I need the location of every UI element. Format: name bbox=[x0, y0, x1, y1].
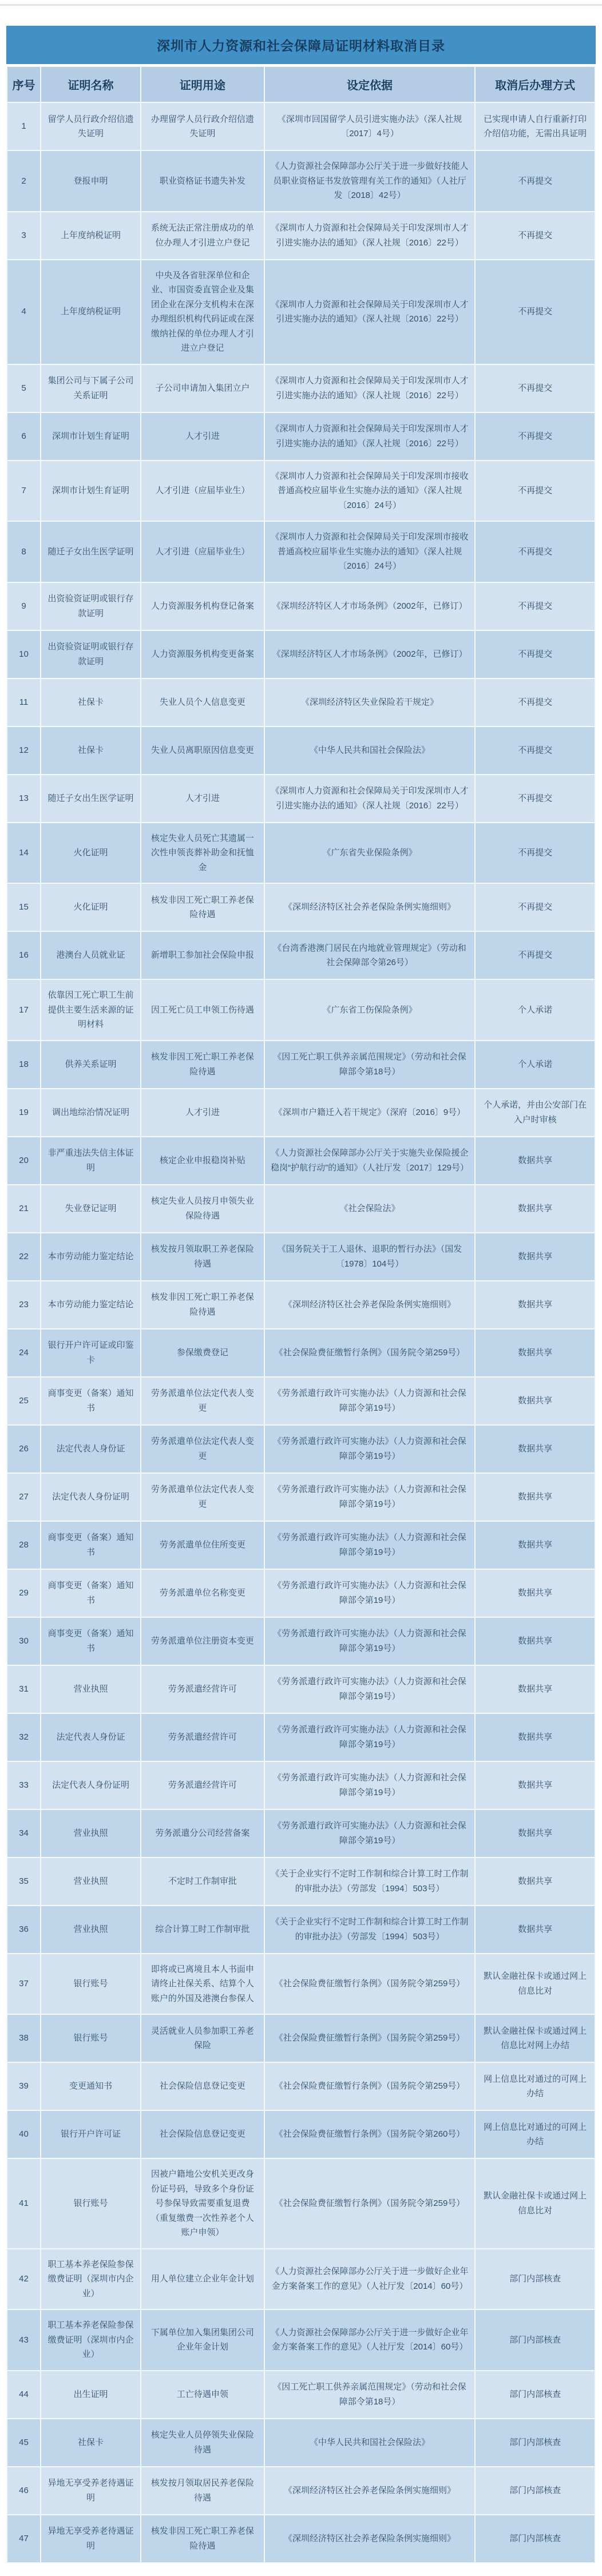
cert-purpose: 劳务派遣单位住所变更 bbox=[141, 1522, 264, 1569]
table-row bbox=[7, 1570, 595, 1617]
row-number: 36 bbox=[7, 1906, 40, 1953]
post-cancel-method: 默认金融社保卡或通过网上信息比对 bbox=[476, 1954, 595, 2014]
row-number: 2 bbox=[7, 151, 40, 211]
post-cancel-method: 数据共享 bbox=[476, 1858, 595, 1905]
cert-purpose: 人才引进（应届毕业生） bbox=[141, 461, 264, 521]
cert-name: 银行开户许可证或印鉴卡 bbox=[41, 1329, 140, 1376]
row-number: 15 bbox=[7, 884, 40, 931]
row-number: 29 bbox=[7, 1570, 40, 1617]
row-number: 8 bbox=[7, 522, 40, 582]
legal-basis: 《关于企业实行不定时工作制和综合计算工时工作制的审批办法》（劳部发〔1994〕503号） bbox=[265, 1906, 474, 1953]
table-row bbox=[7, 2467, 595, 2514]
cert-purpose: 用人单位建立企业年金计划 bbox=[141, 2249, 264, 2309]
cert-name: 留学人员行政介绍信遗失证明 bbox=[41, 103, 140, 150]
page-title: 深圳市人力资源和社会保障局证明材料取消目录 bbox=[6, 26, 596, 64]
post-cancel-method: 数据共享 bbox=[476, 1618, 595, 1665]
table-row bbox=[7, 2249, 595, 2309]
table-row bbox=[7, 2063, 595, 2110]
cert-purpose: 劳务派遣分公司经营备案 bbox=[141, 1810, 264, 1857]
cert-name: 随迁子女出生医学证明 bbox=[41, 775, 140, 822]
legal-basis: 《深圳经济特区社会养老保险条例实施细则》 bbox=[265, 1281, 474, 1328]
table-row bbox=[7, 151, 595, 211]
legal-basis: 《社会保险费征缴暂行条例》（国务院令第259号） bbox=[265, 2015, 474, 2062]
header-cert-purpose: 证明用途 bbox=[141, 67, 264, 102]
row-number: 34 bbox=[7, 1810, 40, 1857]
legal-basis: 《深圳经济特区失业保险若干规定》 bbox=[265, 679, 474, 726]
table-row bbox=[7, 2310, 595, 2370]
post-cancel-method: 数据共享 bbox=[476, 1474, 595, 1521]
cert-name: 营业执照 bbox=[41, 1858, 140, 1905]
cert-purpose: 劳务派遣单位法定代表人变更 bbox=[141, 1426, 264, 1472]
legal-basis: 《劳务派遣行政许可实施办法》（人力资源和社会保障部令第19号） bbox=[265, 1426, 474, 1472]
legal-basis: 《深圳市人力资源和社会保障局关于印发深圳市人才引进实施办法的通知》（深人社规〔2016〕22号） bbox=[265, 365, 474, 412]
legal-basis: 《深圳市户籍迁入若干规定》（深府〔2016〕9号） bbox=[265, 1089, 474, 1136]
cert-name: 上年度纳税证明 bbox=[41, 212, 140, 259]
row-number: 46 bbox=[7, 2467, 40, 2514]
table-row bbox=[7, 365, 595, 412]
legal-basis: 《人力资源社会保障部办公厅关于进一步做好企业年金方案备案工作的意见》（人社厅发〔2014〕60号） bbox=[265, 2310, 474, 2370]
cert-name: 银行开户许可证 bbox=[41, 2111, 140, 2158]
post-cancel-method: 不再提交 bbox=[476, 775, 595, 822]
cert-name: 出生证明 bbox=[41, 2371, 140, 2418]
legal-basis: 《深圳经济特区人才市场条例》（2002年，已修订） bbox=[265, 631, 474, 678]
cert-purpose: 核发按月领取居民养老保险待遇 bbox=[141, 2467, 264, 2514]
cert-purpose: 核发非因工死亡职工养老保险待遇 bbox=[141, 884, 264, 931]
cert-name: 商事变更（备案）通知书 bbox=[41, 1378, 140, 1424]
cert-name: 失业登记证明 bbox=[41, 1185, 140, 1232]
cert-purpose: 新增职工参加社会保险申报 bbox=[141, 932, 264, 979]
legal-basis: 《深圳经济特区社会养老保险条例实施细则》 bbox=[265, 2467, 474, 2514]
row-number: 39 bbox=[7, 2063, 40, 2110]
legal-basis: 《社会保险费征缴暂行条例》（国务院令第259号） bbox=[265, 2159, 474, 2248]
cert-name: 集团公司与下属子公司关系证明 bbox=[41, 365, 140, 412]
legal-basis: 《深圳市人力资源和社会保障局关于印发深圳市人才引进实施办法的通知》（深人社规〔2016〕22号） bbox=[265, 413, 474, 460]
table-row bbox=[7, 823, 595, 883]
cert-name: 依靠因工死亡职工生前提供主要生活来源的证明材料 bbox=[41, 980, 140, 1040]
post-cancel-method: 数据共享 bbox=[476, 1714, 595, 1761]
cert-name: 银行账号 bbox=[41, 2159, 140, 2248]
table-row bbox=[7, 413, 595, 460]
row-number: 17 bbox=[7, 980, 40, 1040]
table-row bbox=[7, 1474, 595, 1521]
post-cancel-method: 不再提交 bbox=[476, 583, 595, 630]
cert-name: 商事变更（备案）通知书 bbox=[41, 1618, 140, 1665]
cert-purpose: 社会保险信息登记变更 bbox=[141, 2111, 264, 2158]
cert-purpose: 劳务派遣单位法定代表人变更 bbox=[141, 1378, 264, 1424]
table-row bbox=[7, 631, 595, 678]
post-cancel-method: 个人承诺，并由公安部门在入户时审核 bbox=[476, 1089, 595, 1136]
legal-basis: 《劳务派遣行政许可实施办法》（人力资源和社会保障部令第19号） bbox=[265, 1714, 474, 1761]
cert-name: 登报申明 bbox=[41, 151, 140, 211]
legal-basis: 《劳务派遣行政许可实施办法》（人力资源和社会保障部令第19号） bbox=[265, 1618, 474, 1665]
post-cancel-method: 默认金融社保卡或通过网上信息比对网上办结 bbox=[476, 2015, 595, 2062]
row-number: 30 bbox=[7, 1618, 40, 1665]
table-row bbox=[7, 212, 595, 259]
legal-basis: 《劳务派遣行政许可实施办法》（人力资源和社会保障部令第19号） bbox=[265, 1570, 474, 1617]
legal-basis: 《因工死亡职工供养亲属范围规定》（劳动和社会保障部令第18号） bbox=[265, 1041, 474, 1088]
legal-basis: 《台湾香港澳门居民在内地就业管理规定》（劳动和社会保障部令第26号） bbox=[265, 932, 474, 979]
post-cancel-method: 数据共享 bbox=[476, 1233, 595, 1280]
cert-name: 营业执照 bbox=[41, 1906, 140, 1953]
cert-purpose: 核定失业人员死亡其遗属一次性申领丧葬补助金和抚恤金 bbox=[141, 823, 264, 883]
row-number: 28 bbox=[7, 1522, 40, 1569]
legal-basis: 《国务院关于工人退休、退职的暂行办法》（国发〔1978〕104号） bbox=[265, 1233, 474, 1280]
cert-name: 职工基本养老保险参保缴费证明（深圳市内企业） bbox=[41, 2249, 140, 2309]
post-cancel-method: 部门内部核查 bbox=[476, 2249, 595, 2309]
cert-purpose: 下属单位加入集团集团公司企业年金计划 bbox=[141, 2310, 264, 2370]
legal-basis: 《因工死亡职工供养亲属范围规定》（劳动和社会保障部令第18号） bbox=[265, 2371, 474, 2418]
table-row bbox=[7, 1762, 595, 1809]
cert-name: 随迁子女出生医学证明 bbox=[41, 522, 140, 582]
table-row bbox=[7, 103, 595, 150]
post-cancel-method: 不再提交 bbox=[476, 932, 595, 979]
legal-basis: 《劳务派遣行政许可实施办法》（人力资源和社会保障部令第19号） bbox=[265, 1762, 474, 1809]
table-row bbox=[7, 2371, 595, 2418]
post-cancel-method: 数据共享 bbox=[476, 1426, 595, 1472]
cert-name: 上年度纳税证明 bbox=[41, 260, 140, 364]
legal-basis: 《社会保险费征缴暂行条例》（国务院令第260号） bbox=[265, 2111, 474, 2158]
row-number: 23 bbox=[7, 1281, 40, 1328]
row-number: 42 bbox=[7, 2249, 40, 2309]
cert-purpose: 核定企业申报稳岗补贴 bbox=[141, 1137, 264, 1184]
table-row bbox=[7, 522, 595, 582]
table-row bbox=[7, 2159, 595, 2248]
post-cancel-method: 不再提交 bbox=[476, 823, 595, 883]
cert-name: 变更通知书 bbox=[41, 2063, 140, 2110]
post-cancel-method: 不再提交 bbox=[476, 151, 595, 211]
cert-name: 异地无享受养老待遇证明 bbox=[41, 2467, 140, 2514]
table-row bbox=[7, 884, 595, 931]
post-cancel-method: 不再提交 bbox=[476, 884, 595, 931]
header-cert-name: 证明名称 bbox=[41, 67, 140, 102]
cert-purpose: 人才引进（应届毕业生） bbox=[141, 522, 264, 582]
table-body bbox=[7, 103, 595, 2562]
legal-basis: 《关于企业实行不定时工作制和综合计算工时工作制的审批办法》（劳部发〔1994〕503号） bbox=[265, 1858, 474, 1905]
cert-purpose: 工亡待遇申领 bbox=[141, 2371, 264, 2418]
post-cancel-method: 数据共享 bbox=[476, 1137, 595, 1184]
cert-purpose: 核发非因工死亡职工养老保险待遇 bbox=[141, 1281, 264, 1328]
post-cancel-method: 部门内部核查 bbox=[476, 2419, 595, 2466]
cert-name: 法定代表人身份证 bbox=[41, 1714, 140, 1761]
legal-basis: 《劳务派遣行政许可实施办法》（人力资源和社会保障部令第19号） bbox=[265, 1666, 474, 1713]
cert-purpose: 人才引进 bbox=[141, 413, 264, 460]
legal-basis: 《深圳经济特区人才市场条例》（2002年，已修订） bbox=[265, 583, 474, 630]
legal-basis: 《人力资源社会保障部办公厅关于实施失业保险援企稳岗“护航行动”的通知》（人社厅发〔2017〕129号） bbox=[265, 1137, 474, 1184]
post-cancel-method: 部门内部核查 bbox=[476, 2467, 595, 2514]
post-cancel-method: 不再提交 bbox=[476, 260, 595, 364]
cert-purpose: 劳务派遣单位名称变更 bbox=[141, 1570, 264, 1617]
legal-basis: 《社会保险费征缴暂行条例》（国务院令第259号） bbox=[265, 1954, 474, 2014]
table-row bbox=[7, 1954, 595, 2014]
row-number: 9 bbox=[7, 583, 40, 630]
legal-basis: 《深圳经济特区社会养老保险条例实施细则》 bbox=[265, 2515, 474, 2562]
post-cancel-method: 个人承诺 bbox=[476, 980, 595, 1040]
row-number: 10 bbox=[7, 631, 40, 678]
cert-name: 本市劳动能力鉴定结论 bbox=[41, 1281, 140, 1328]
post-cancel-method: 部门内部核查 bbox=[476, 2515, 595, 2562]
table-row bbox=[7, 2515, 595, 2562]
post-cancel-method: 不再提交 bbox=[476, 461, 595, 521]
post-cancel-method: 数据共享 bbox=[476, 1185, 595, 1232]
row-number: 6 bbox=[7, 413, 40, 460]
cert-purpose: 不定时工作制审批 bbox=[141, 1858, 264, 1905]
row-number: 44 bbox=[7, 2371, 40, 2418]
table-row bbox=[7, 2111, 595, 2158]
table-row bbox=[7, 1618, 595, 1665]
cert-purpose: 核定失业人员停领失业保险待遇 bbox=[141, 2419, 264, 2466]
row-number: 32 bbox=[7, 1714, 40, 1761]
cert-name: 异地无享受养老待遇证明 bbox=[41, 2515, 140, 2562]
cert-name: 法定代表人身份证明 bbox=[41, 1762, 140, 1809]
table-row bbox=[7, 2419, 595, 2466]
row-number: 38 bbox=[7, 2015, 40, 2062]
table-row bbox=[7, 679, 595, 726]
cert-purpose: 劳务派遣经营许可 bbox=[141, 1762, 264, 1809]
cert-name: 火化证明 bbox=[41, 823, 140, 883]
table-row bbox=[7, 1714, 595, 1761]
row-number: 7 bbox=[7, 461, 40, 521]
cert-purpose: 即将或已离境且本人书面申请终止社保关系、结算个人账户的外国及港澳台参保人 bbox=[141, 1954, 264, 2014]
post-cancel-method: 默认金融社保卡或通过网上信息比对 bbox=[476, 2159, 595, 2248]
header-legal-basis: 设定依据 bbox=[265, 67, 474, 102]
table-row bbox=[7, 461, 595, 521]
cert-purpose: 人力资源服务机构登记备案 bbox=[141, 583, 264, 630]
row-number: 1 bbox=[7, 103, 40, 150]
cert-purpose: 人才引进 bbox=[141, 1089, 264, 1136]
row-number: 4 bbox=[7, 260, 40, 364]
row-number: 31 bbox=[7, 1666, 40, 1713]
row-number: 19 bbox=[7, 1089, 40, 1136]
cert-name: 深圳市计划生育证明 bbox=[41, 461, 140, 521]
post-cancel-method: 不再提交 bbox=[476, 631, 595, 678]
cert-name: 商事变更（备案）通知书 bbox=[41, 1570, 140, 1617]
row-number: 13 bbox=[7, 775, 40, 822]
legal-basis: 《深圳市回国留学人员引进实施办法》（深人社规〔2017〕4号） bbox=[265, 103, 474, 150]
table-row bbox=[7, 775, 595, 822]
cancellation-catalog-table bbox=[6, 66, 596, 2563]
cert-name: 营业执照 bbox=[41, 1666, 140, 1713]
cert-name: 供养关系证明 bbox=[41, 1041, 140, 1088]
row-number: 22 bbox=[7, 1233, 40, 1280]
table-row bbox=[7, 1233, 595, 1280]
cert-name: 社保卡 bbox=[41, 679, 140, 726]
row-number: 24 bbox=[7, 1329, 40, 1376]
cert-name: 银行账号 bbox=[41, 1954, 140, 2014]
table-header-row bbox=[7, 67, 595, 102]
row-number: 16 bbox=[7, 932, 40, 979]
table-row bbox=[7, 1089, 595, 1136]
cert-purpose: 中央及各省驻深单位和企业、市国资委直管企业及集团企业在深分支机构未在深办理组织机构代码证或在深缴纳社保的单位办理人才引进立户登记 bbox=[141, 260, 264, 364]
cert-purpose: 职业资格证书遗失补发 bbox=[141, 151, 264, 211]
table-row bbox=[7, 1281, 595, 1328]
table-row bbox=[7, 2015, 595, 2062]
cert-purpose: 核发非因工死亡职工养老保险待遇 bbox=[141, 1041, 264, 1088]
post-cancel-method: 不再提交 bbox=[476, 365, 595, 412]
row-number: 3 bbox=[7, 212, 40, 259]
table-row bbox=[7, 260, 595, 364]
row-number: 35 bbox=[7, 1858, 40, 1905]
table-row bbox=[7, 932, 595, 979]
cert-name: 社保卡 bbox=[41, 727, 140, 774]
row-number: 40 bbox=[7, 2111, 40, 2158]
table-row bbox=[7, 583, 595, 630]
cert-purpose: 核发非因工死亡职工养老保险待遇 bbox=[141, 2515, 264, 2562]
cert-purpose: 核定失业人员按月申领失业保险待遇 bbox=[141, 1185, 264, 1232]
table-row bbox=[7, 1858, 595, 1905]
legal-basis: 《社会保险费征缴暂行条例》（国务院令第259号） bbox=[265, 1329, 474, 1376]
legal-basis: 《劳务派遣行政许可实施办法》（人力资源和社会保障部令第19号） bbox=[265, 1474, 474, 1521]
legal-basis: 《广东省失业保险条例》 bbox=[265, 823, 474, 883]
post-cancel-method: 部门内部核查 bbox=[476, 2371, 595, 2418]
post-cancel-method: 不再提交 bbox=[476, 522, 595, 582]
table-row bbox=[7, 1185, 595, 1232]
cert-purpose: 办理留学人员行政介绍信遗失证明 bbox=[141, 103, 264, 150]
cert-purpose: 综合计算工时工作制审批 bbox=[141, 1906, 264, 1953]
post-cancel-method: 不再提交 bbox=[476, 413, 595, 460]
cert-purpose: 人才引进 bbox=[141, 775, 264, 822]
cert-name: 港澳台人员就业证 bbox=[41, 932, 140, 979]
row-number: 18 bbox=[7, 1041, 40, 1088]
cert-name: 出资验资证明或银行存款证明 bbox=[41, 631, 140, 678]
cert-name: 非严重违法失信主体证明 bbox=[41, 1137, 140, 1184]
cert-purpose: 劳务派遣经营许可 bbox=[141, 1666, 264, 1713]
row-number: 33 bbox=[7, 1762, 40, 1809]
table-row bbox=[7, 1137, 595, 1184]
row-number: 47 bbox=[7, 2515, 40, 2562]
cert-name: 法定代表人身份证明 bbox=[41, 1474, 140, 1521]
post-cancel-method: 数据共享 bbox=[476, 1522, 595, 1569]
legal-basis: 《人力资源社会保障部办公厅关于进一步做好技能人员职业资格证书发放管理有关工作的通知》（人社厅发〔2018〕42号） bbox=[265, 151, 474, 211]
cert-purpose: 劳务派遣经营许可 bbox=[141, 1714, 264, 1761]
legal-basis: 《社会保险费征缴暂行条例》（国务院令第259号） bbox=[265, 2063, 474, 2110]
cert-purpose: 失业人员离职原因信息变更 bbox=[141, 727, 264, 774]
post-cancel-method: 个人承诺 bbox=[476, 1041, 595, 1088]
post-cancel-method: 不再提交 bbox=[476, 679, 595, 726]
row-number: 45 bbox=[7, 2419, 40, 2466]
row-number: 5 bbox=[7, 365, 40, 412]
cert-name: 深圳市计划生育证明 bbox=[41, 413, 140, 460]
table-row bbox=[7, 727, 595, 774]
post-cancel-method: 部门内部核查 bbox=[476, 2310, 595, 2370]
cert-purpose: 核发按月领取职工养老保险待遇 bbox=[141, 1233, 264, 1280]
table-row bbox=[7, 1810, 595, 1857]
table-row bbox=[7, 1906, 595, 1953]
table-row bbox=[7, 1378, 595, 1424]
table-row bbox=[7, 1426, 595, 1472]
row-number: 27 bbox=[7, 1474, 40, 1521]
cert-purpose: 灵活就业人员参加职工养老保险 bbox=[141, 2015, 264, 2062]
legal-basis: 《社会保险法》 bbox=[265, 1185, 474, 1232]
row-number: 21 bbox=[7, 1185, 40, 1232]
post-cancel-method: 数据共享 bbox=[476, 1378, 595, 1424]
legal-basis: 《劳务派遣行政许可实施办法》（人力资源和社会保障部令第19号） bbox=[265, 1810, 474, 1857]
header-post-cancel-method: 取消后办理方式 bbox=[476, 67, 595, 102]
legal-basis: 《人力资源社会保障部办公厅关于进一步做好企业年金方案备案工作的意见》（人社厅发〔2014〕60号） bbox=[265, 2249, 474, 2309]
row-number: 12 bbox=[7, 727, 40, 774]
row-number: 43 bbox=[7, 2310, 40, 2370]
cert-purpose: 因被户籍地公安机关更改身份证号码，导致多个身份证号参保导致需要重复退费（重复缴费一次性养老个人账户申领） bbox=[141, 2159, 264, 2248]
post-cancel-method: 不再提交 bbox=[476, 212, 595, 259]
legal-basis: 《深圳市人力资源和社会保障局关于印发深圳市人才引进实施办法的通知》（深人社规〔2016〕22号） bbox=[265, 260, 474, 364]
legal-basis: 《广东省工伤保险条例》 bbox=[265, 980, 474, 1040]
cert-purpose: 子公司申请加入集团立户 bbox=[141, 365, 264, 412]
legal-basis: 《中华人民共和国社会保险法》 bbox=[265, 2419, 474, 2466]
post-cancel-method: 数据共享 bbox=[476, 1810, 595, 1857]
post-cancel-method: 已实现申请人自行重新打印介绍信功能，无需出具证明 bbox=[476, 103, 595, 150]
post-cancel-method: 数据共享 bbox=[476, 1281, 595, 1328]
post-cancel-method: 不再提交 bbox=[476, 727, 595, 774]
cert-name: 职工基本养老保险参保缴费证明（深圳市内企业） bbox=[41, 2310, 140, 2370]
row-number: 20 bbox=[7, 1137, 40, 1184]
row-number: 14 bbox=[7, 823, 40, 883]
table-row bbox=[7, 980, 595, 1040]
cert-purpose: 因工死亡员工申领工伤待遇 bbox=[141, 980, 264, 1040]
header-index: 序号 bbox=[7, 67, 40, 102]
post-cancel-method: 网上信息比对通过的可网上办结 bbox=[476, 2063, 595, 2110]
row-number: 25 bbox=[7, 1378, 40, 1424]
row-number: 41 bbox=[7, 2159, 40, 2248]
legal-basis: 《中华人民共和国社会保险法》 bbox=[265, 727, 474, 774]
row-number: 37 bbox=[7, 1954, 40, 2014]
post-cancel-method: 数据共享 bbox=[476, 1570, 595, 1617]
cert-name: 社保卡 bbox=[41, 2419, 140, 2466]
cert-purpose: 社会保险信息登记变更 bbox=[141, 2063, 264, 2110]
legal-basis: 《深圳市人力资源和社会保障局关于印发深圳市人才引进实施办法的通知》（深人社规〔2016〕22号） bbox=[265, 212, 474, 259]
cert-purpose: 失业人员个人信息变更 bbox=[141, 679, 264, 726]
cert-name: 火化证明 bbox=[41, 884, 140, 931]
legal-basis: 《深圳市人力资源和社会保障局关于印发深圳市接收普通高校应届毕业生实施办法的通知》（深人社规〔2016〕24号） bbox=[265, 522, 474, 582]
table-row bbox=[7, 1329, 595, 1376]
cert-purpose: 参保缴费登记 bbox=[141, 1329, 264, 1376]
legal-basis: 《劳务派遣行政许可实施办法》（人力资源和社会保障部令第19号） bbox=[265, 1378, 474, 1424]
document-page bbox=[0, 6, 602, 2576]
legal-basis: 《深圳市人力资源和社会保障局关于印发深圳市接收普通高校应届毕业生实施办法的通知》（深人社规〔2016〕24号） bbox=[265, 461, 474, 521]
post-cancel-method: 网上信息比对通过的可网上办结 bbox=[476, 2111, 595, 2158]
post-cancel-method: 数据共享 bbox=[476, 1762, 595, 1809]
cert-purpose: 人力资源服务机构变更备案 bbox=[141, 631, 264, 678]
cert-name: 出资验资证明或银行存款证明 bbox=[41, 583, 140, 630]
row-number: 11 bbox=[7, 679, 40, 726]
post-cancel-method: 数据共享 bbox=[476, 1906, 595, 1953]
post-cancel-method: 数据共享 bbox=[476, 1666, 595, 1713]
cert-purpose: 劳务派遣单位法定代表人变更 bbox=[141, 1474, 264, 1521]
cert-name: 营业执照 bbox=[41, 1810, 140, 1857]
cert-purpose: 系统无法正常注册成功的单位办理人才引进立户登记 bbox=[141, 212, 264, 259]
cert-name: 本市劳动能力鉴定结论 bbox=[41, 1233, 140, 1280]
post-cancel-method: 数据共享 bbox=[476, 1329, 595, 1376]
cert-name: 银行账号 bbox=[41, 2015, 140, 2062]
cert-name: 法定代表人身份证 bbox=[41, 1426, 140, 1472]
legal-basis: 《深圳市人力资源和社会保障局关于印发深圳市人才引进实施办法的通知》（深人社规〔2016〕22号） bbox=[265, 775, 474, 822]
table-row bbox=[7, 1522, 595, 1569]
row-number: 26 bbox=[7, 1426, 40, 1472]
table-row bbox=[7, 1666, 595, 1713]
cert-name: 商事变更（备案）通知书 bbox=[41, 1522, 140, 1569]
cert-purpose: 劳务派遣单位注册资本变更 bbox=[141, 1618, 264, 1665]
table-row bbox=[7, 1041, 595, 1088]
legal-basis: 《劳务派遣行政许可实施办法》（人力资源和社会保障部令第19号） bbox=[265, 1522, 474, 1569]
cert-name: 调出地综治情况证明 bbox=[41, 1089, 140, 1136]
legal-basis: 《深圳经济特区社会养老保险条例实施细则》 bbox=[265, 884, 474, 931]
